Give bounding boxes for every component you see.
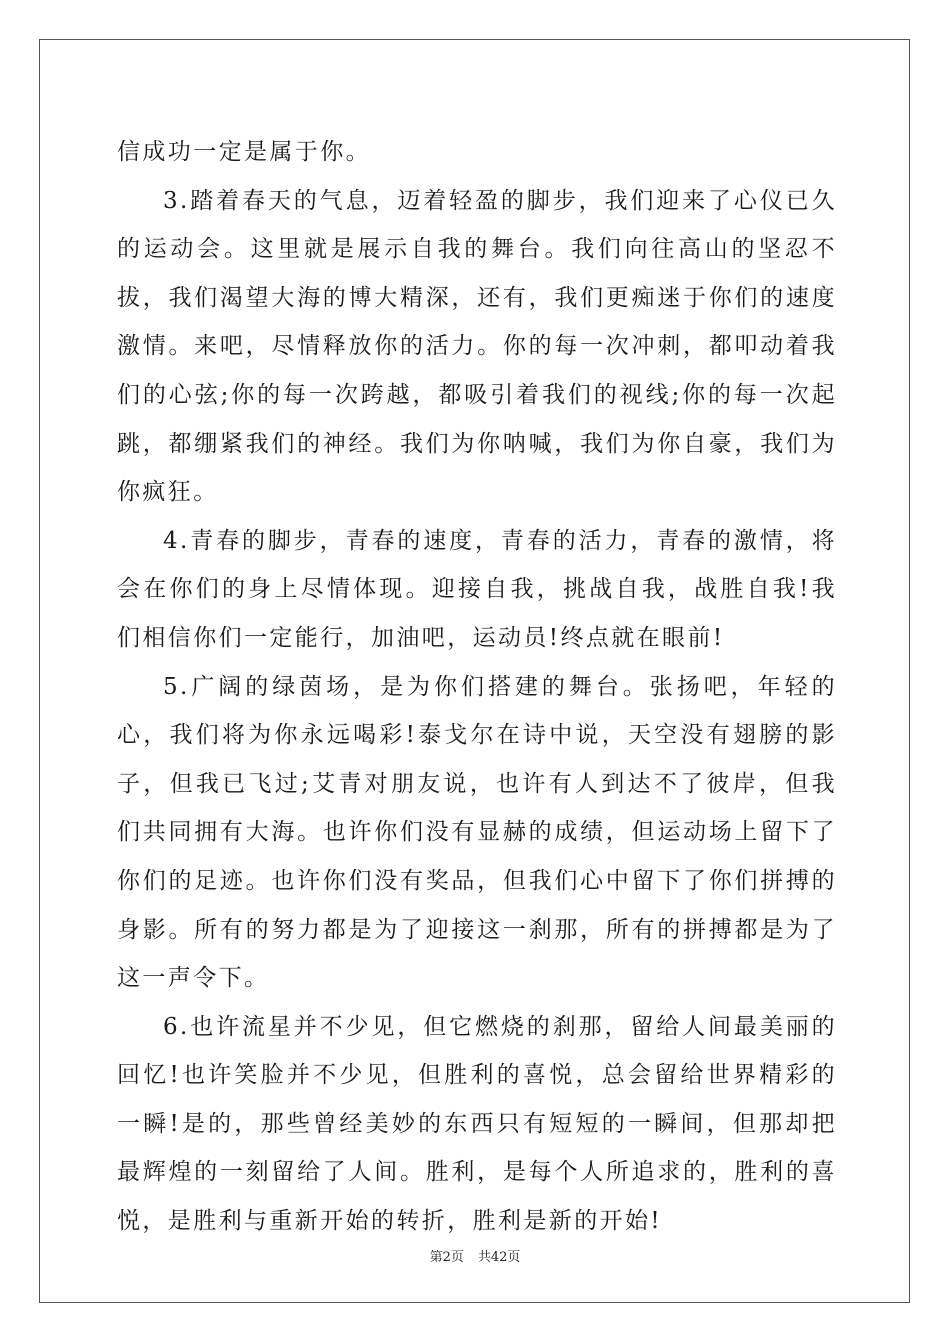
page-footer (0, 1246, 950, 1265)
paragraph-item-5: 5.广阔的绿茵场，是为你们搭建的舞台。张扬吧，年轻的心，我们将为你永远喝彩!泰戈尔在诗中说，天空没有翅膀的影子，但我已飞过;艾青对朋友说，也许有人到达不了彼岸，但我们共同拥有大海。也许你们没有显赫的成绩，但运动场上留下了你们的足迹。也许你们没有奖品，但我们心中留下了你们拼搏的身影。所有的努力都是为了迎接这一刹那，所有的拼搏都是为了这一声令下。 (117, 673, 837, 992)
paragraph-item-4: 4.青春的脚步，青春的速度，青春的活力，青春的激情，将会在你们的身上尽情体现。迎接自我，挑战自我，战胜自我!我们相信你们一定能行，加油吧，运动员!终点就在眼前! (117, 527, 837, 651)
paragraph-item-3: 3.踏着春天的气息，迈着轻盈的脚步，我们迎来了心仪已久的运动会。这里就是展示自我的舞台。我们向往高山的坚忍不拔，我们渴望大海的博大精深，还有，我们更痴迷于你们的速度激情。来吧，尽情释放你的活力。你的每一次冲刺，都叩动着我们的心弦;你的每一次跨越，都吸引着我们的视线;你的每一次起跳，都绷紧我们的神经。我们为你呐喊，我们为你自豪，我们为你疯狂。 (117, 187, 837, 506)
paragraph-continuation: 信成功一定是属于你。 (117, 139, 371, 165)
page-total: 共42页 (477, 1250, 521, 1265)
document-body (117, 128, 837, 1246)
paragraph-item-6: 6.也许流星并不少见，但它燃烧的刹那，留给人间最美丽的回忆!也许笑脸并不少见，但胜利的喜悦，总会留给世界精彩的一瞬!是的，那些曾经美妙的东西只有短短的一瞬间，但那却把最辉煌的一刻留给了人间。胜利，是每个人所追求的，胜利的喜悦，是胜利与重新开始的转折，胜利是新的开始! (117, 1013, 837, 1235)
page-number: 第2页 (429, 1250, 464, 1265)
